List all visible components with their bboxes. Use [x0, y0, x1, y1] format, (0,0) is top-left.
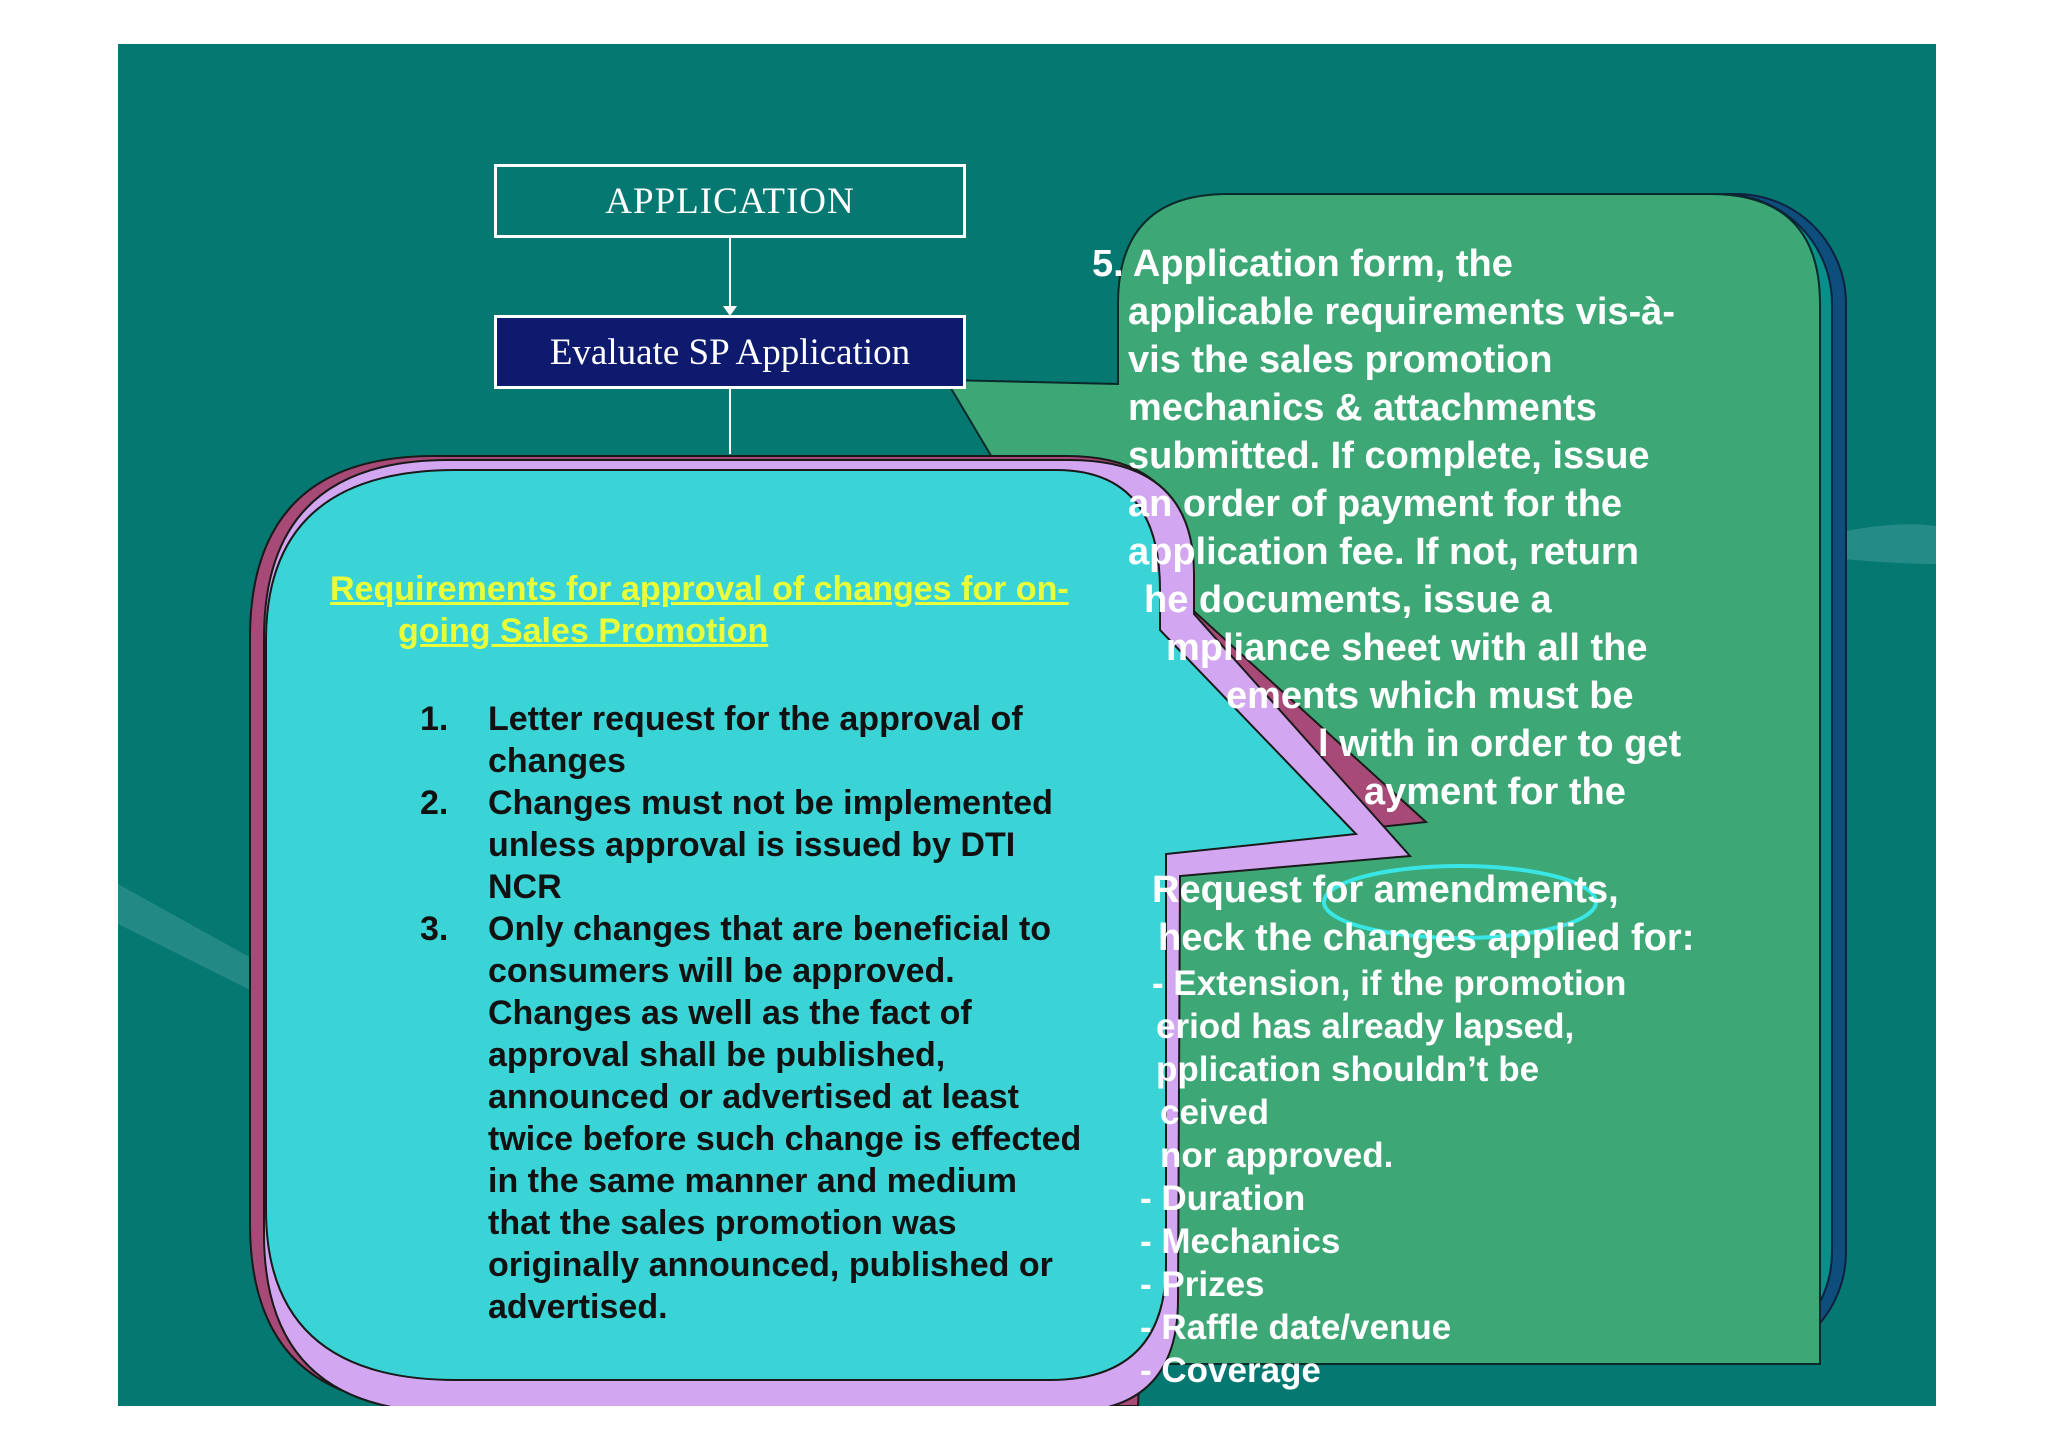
- requirement-number: 2.: [420, 784, 449, 822]
- green-line: applicable requirements vis-à-: [1128, 291, 1675, 333]
- change-item: - Mechanics: [1140, 1222, 1341, 1261]
- green-line: application fee. If not, return: [1128, 531, 1639, 573]
- application-label: APPLICATION: [605, 180, 855, 222]
- green-sub-line: pplication shouldn’t be: [1156, 1050, 1540, 1089]
- requirement-number: 3.: [420, 910, 449, 948]
- change-item: - Raffle date/venue: [1140, 1308, 1452, 1347]
- heading-line-1: Requirements for approval of changes for on-: [330, 570, 1069, 608]
- change-item: - Duration: [1140, 1179, 1306, 1218]
- requirement-text: Letter request for the approval of changes: [488, 700, 1023, 780]
- requirements-heading: [330, 568, 1260, 652]
- slide: [118, 44, 1936, 1406]
- green-line: 5. Application form, the: [1092, 243, 1513, 285]
- requirement-item: [420, 782, 1088, 908]
- green-line: l with in order to get: [1318, 723, 1682, 765]
- change-item: - Coverage: [1140, 1351, 1321, 1390]
- green-line: mechanics & attachments: [1128, 387, 1597, 429]
- requirement-item: [420, 698, 1028, 782]
- green-line: an order of payment for the: [1128, 483, 1623, 525]
- green-line: ayment for the: [1364, 771, 1626, 813]
- requirements-list: [330, 698, 1260, 1328]
- cyan-callout-text: [330, 568, 1260, 1328]
- evaluate-label: Evaluate SP Application: [549, 331, 911, 373]
- green-line: ements which must be: [1226, 675, 1634, 717]
- application-box: [494, 164, 966, 238]
- green-sub-line: eriod has already lapsed,: [1156, 1007, 1575, 1046]
- evaluate-box: [494, 315, 966, 389]
- green-line: vis the sales promotion: [1128, 339, 1553, 381]
- green-line: submitted. If complete, issue: [1128, 435, 1650, 477]
- heading-line-2: going Sales Promotion: [398, 612, 769, 650]
- change-item: - Prizes: [1140, 1265, 1265, 1304]
- green-line: heck the changes applied for:: [1158, 917, 1695, 959]
- green-sub-line: ceived: [1160, 1093, 1269, 1132]
- green-line: he documents, issue a: [1144, 579, 1552, 621]
- requirement-number: 1.: [420, 700, 449, 738]
- green-line: mpliance sheet with all the: [1166, 627, 1648, 669]
- green-sub-line: nor approved.: [1160, 1136, 1394, 1175]
- requirement-item: [420, 908, 1088, 1328]
- requirement-text: Changes must not be implemented unless approval is issued by DTI NCR: [488, 784, 1053, 906]
- green-sub-line: - Extension, if the promotion: [1152, 964, 1627, 1003]
- amendments-line: Request for amendments,: [1152, 869, 1619, 911]
- requirement-text: Only changes that are beneficial to consumers will be approved. Changes as well as the fact of approval shall be published, announced or advertised at least twice before such change is effected in the same manner and medium that the sales promotion was originally announced, published or advertised.: [488, 910, 1082, 1326]
